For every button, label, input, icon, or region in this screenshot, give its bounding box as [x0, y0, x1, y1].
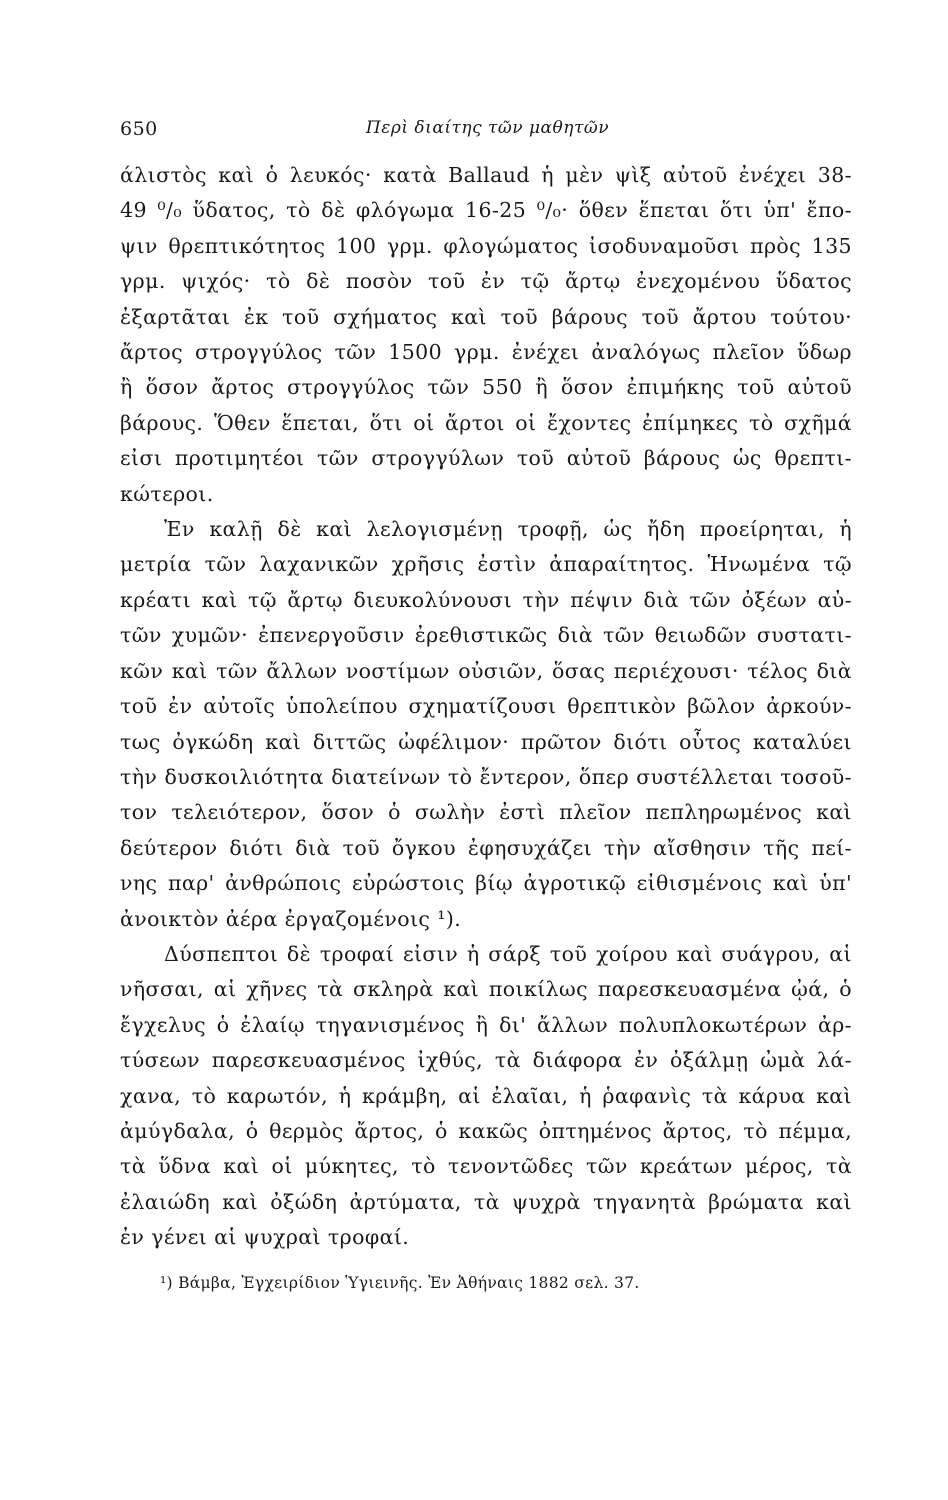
text-line: ἢ ὅσον ἄρτος στρογγύλος τῶν 550 ἢ ὅσον ἐπιμήκης τοῦ αὐτοῦ: [120, 375, 852, 400]
text-line: ἀνοικτὸν ἀέρα ἐργαζομένοις ¹).: [120, 906, 462, 931]
text-line: τως ὀγκώδη καὶ διττῶς ὠφέλιμον· πρῶτον διότι οὗτος καταλύει: [120, 729, 852, 754]
page-header: [120, 118, 855, 148]
text-line: βάρους. Ὅθεν ἕπεται, ὅτι οἱ ἄρτοι οἱ ἔχοντες ἐπίμηκες τὸ σχῆμά: [120, 410, 852, 435]
text-line: 49 ⁰/₀ ὕδατος, τὸ δὲ φλόγωμα 16-25 ⁰/₀· ὅθεν ἕπεται ὅτι ὑπ' ἔπο-: [120, 198, 852, 223]
text-line: εἰσι προτιμητέοι τῶν στρογγύλων τοῦ αὐτοῦ βάρους ὡς θρεπτι-: [120, 446, 852, 471]
text-line: ἐξαρτᾶται ἐκ τοῦ σχήματος καὶ τοῦ βάρους τοῦ ἄρτου τούτου·: [120, 304, 852, 329]
text-line: κρέατι καὶ τῷ ἄρτῳ διευκολύνουσι τὴν πέψιν διὰ τῶν ὀξέων αὐ-: [120, 587, 852, 612]
text-line: δεύτερον διότι διὰ τοῦ ὄγκου ἐφησυχάζει τὴν αἴσθησιν τῆς πεί-: [120, 835, 852, 860]
text-line: ἀμύγδαλα, ὁ θερμὸς ἄρτος, ὁ κακῶς ὀπτημένος ἄρτος, τὸ πέμμα,: [120, 1118, 852, 1143]
text-line: γρμ. ψιχός· τὸ δὲ ποσὸν τοῦ ἐν τῷ ἄρτῳ ἐνεχομένου ὕδατος: [120, 269, 852, 294]
text-line: τον τελειότερον, ὅσον ὁ σωλὴν ἐστὶ πλεῖον πεπληρωμένος καὶ: [120, 800, 852, 825]
text-line: ψιν θρεπτικότητος 100 γρμ. φλογώματος ἰσοδυναμοῦσι πρὸς 135: [120, 233, 852, 258]
text-line: νῆσσαι, αἱ χῆνες τὰ σκληρὰ καὶ ποικίλως παρεσκευασμένα ᾠά, ὁ: [120, 977, 852, 1002]
text-line: ἐλαιώδη καὶ ὀξώδη ἀρτύματα, τὰ ψυχρὰ τηγανητὰ βρώματα καὶ: [120, 1189, 852, 1214]
text-line: τοῦ ἐν αὐτοῖς ὑπολείπου σχηματίζουσι θρεπτικὸν βῶλον ἀρκούν-: [120, 694, 852, 719]
text-line: τὴν δυσκοιλιότητα διατείνων τὸ ἔντερον, ὅπερ συστέλλεται τοσοῦ-: [120, 764, 852, 789]
footnote: ¹) Βάμβα, Ἐγχειρίδιον Ὑγιεινῆς. Ἐν Ἀθήναις 1882 σελ. 37.: [160, 1274, 640, 1292]
running-head: Περὶ διαίτης τῶν μαθητῶν: [365, 118, 610, 138]
text-line: τύσεων παρεσκευασμένος ἰχθύς, τὰ διάφορα ἐν ὀξάλμῃ ὠμὰ λά-: [120, 1048, 852, 1073]
body-text: [120, 158, 852, 1256]
text-line: ἐν γένει αἱ ψυχραὶ τροφαί.: [120, 1225, 410, 1250]
text-line: ἔγχελυς ὁ ἐλαίῳ τηγανισμένος ἢ δι' ἄλλων πολυπλοκωτέρων ἀρ-: [120, 1012, 852, 1037]
text-line: νης παρ' ἀνθρώποις εὐρώστοις βίῳ ἀγροτικῷ εἰθισμένοις καὶ ὑπ': [120, 871, 852, 896]
paragraph-start-line: Ἐν καλῇ δὲ καὶ λελογισμένῃ τροφῇ, ὡς ἤδη προείρηται, ἡ: [164, 517, 852, 542]
text-line: άλιστὸς καὶ ὁ λευκός· κατὰ Ballaud ἡ μὲν ψὶξ αὐτοῦ ἐνέχει 38-: [120, 163, 852, 187]
text-line: μετρία τῶν λαχανικῶν χρῆσις ἐστὶν ἀπαραίτητος. Ἡνωμένα τῷ: [120, 552, 852, 577]
text-line: κῶν καὶ τῶν ἄλλων νοστίμων οὐσιῶν, ὅσας περιέχουσι· τέλος διὰ: [120, 658, 852, 683]
page-number: 650: [120, 118, 158, 140]
text-line: χανα, τὸ καρωτόν, ἡ κράμβη, αἱ ἐλαῖαι, ἡ ῥαφανὶς τὰ κάρυα καὶ: [120, 1083, 852, 1108]
paragraph-start-line: Δύσπεπτοι δὲ τροφαί εἰσιν ἡ σάρξ τοῦ χοίρου καὶ συάγρου, αἱ: [164, 941, 852, 966]
text-line: τὰ ὕδνα καὶ οἱ μύκητες, τὸ τενοντῶδες τῶν κρεάτων μέρος, τὰ: [120, 1154, 852, 1179]
text-line: κώτεροι.: [120, 481, 214, 506]
text-line: ἄρτος στρογγύλος τῶν 1500 γρμ. ἐνέχει ἀναλόγως πλεῖον ὕδωρ: [120, 340, 852, 365]
text-line: τῶν χυμῶν· ἐπενεργοῦσιν ἐρεθιστικῶς διὰ τῶν θειωδῶν συστατι-: [120, 623, 852, 648]
